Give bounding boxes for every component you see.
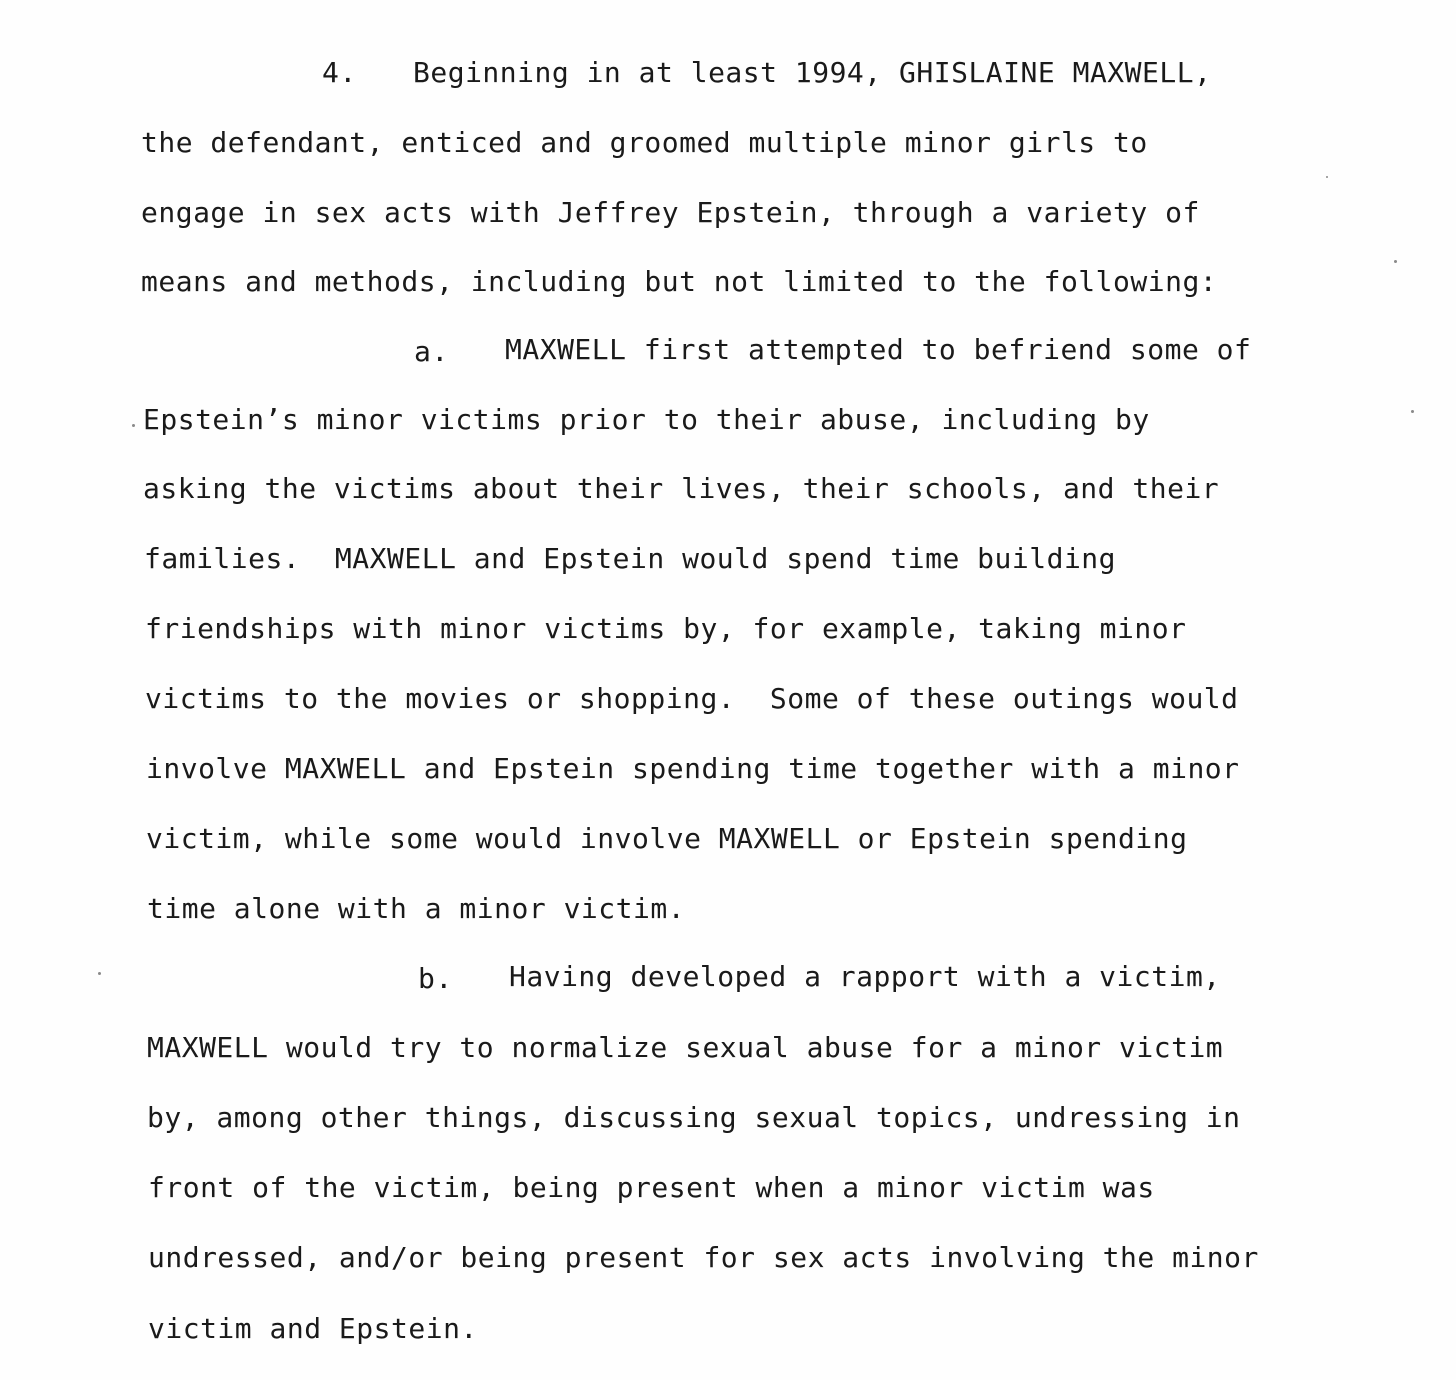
subparagraph-b-line-6: victim and Epstein. <box>148 1312 478 1345</box>
paragraph-4-line-1: Beginning in at least 1994, GHISLAINE MAXWELL, <box>413 56 1212 89</box>
subparagraph-b-line-1: Having developed a rapport with a victim, <box>509 960 1221 993</box>
subparagraph-b-line-2: MAXWELL would try to normalize sexual abuse for a minor victim <box>147 1031 1224 1064</box>
subparagraph-b-line-4: front of the victim, being present when a minor victim was <box>148 1171 1155 1204</box>
subparagraph-b-line-5: undressed, and/or being present for sex acts involving the minor <box>148 1241 1259 1274</box>
subparagraph-a-line-3: asking the victims about their lives, their schools, and their <box>143 472 1220 505</box>
paragraph-4-line-3: engage in sex acts with Jeffrey Epstein, through a variety of <box>141 196 1200 229</box>
subparagraph-a-line-1: MAXWELL first attempted to befriend some of <box>505 333 1252 366</box>
scan-speck <box>132 424 135 427</box>
scan-speck <box>98 972 101 975</box>
subparagraph-a-line-9: time alone with a minor victim. <box>147 892 686 925</box>
subparagraph-a-line-4: families. MAXWELL and Epstein would spend time building <box>144 542 1117 575</box>
scan-speck <box>1394 260 1397 263</box>
subparagraph-a-line-8: victim, while some would involve MAXWELL or Epstein spending <box>146 822 1188 855</box>
subparagraph-a-line-7: involve MAXWELL and Epstein spending time together with a minor <box>146 752 1240 785</box>
scan-speck <box>1326 176 1328 178</box>
subparagraph-a-line-6: victims to the movies or shopping. Some of these outings would <box>145 682 1239 715</box>
subparagraph-a-line-2: Epstein’s minor victims prior to their abuse, including by <box>143 403 1150 436</box>
subparagraph-a-line-5: friendships with minor victims by, for example, taking minor <box>145 612 1187 645</box>
subparagraph-b-label: b. <box>418 962 453 995</box>
paragraph-4-line-4: means and methods, including but not limited to the following: <box>141 265 1218 298</box>
subparagraph-b-line-3: by, among other things, discussing sexual topics, undressing in <box>147 1101 1241 1134</box>
paragraph-number: 4. <box>322 56 357 89</box>
subparagraph-a-label: a. <box>414 335 449 368</box>
scan-speck <box>1411 410 1414 413</box>
paragraph-4-line-2: the defendant, enticed and groomed multiple minor girls to <box>141 126 1148 159</box>
